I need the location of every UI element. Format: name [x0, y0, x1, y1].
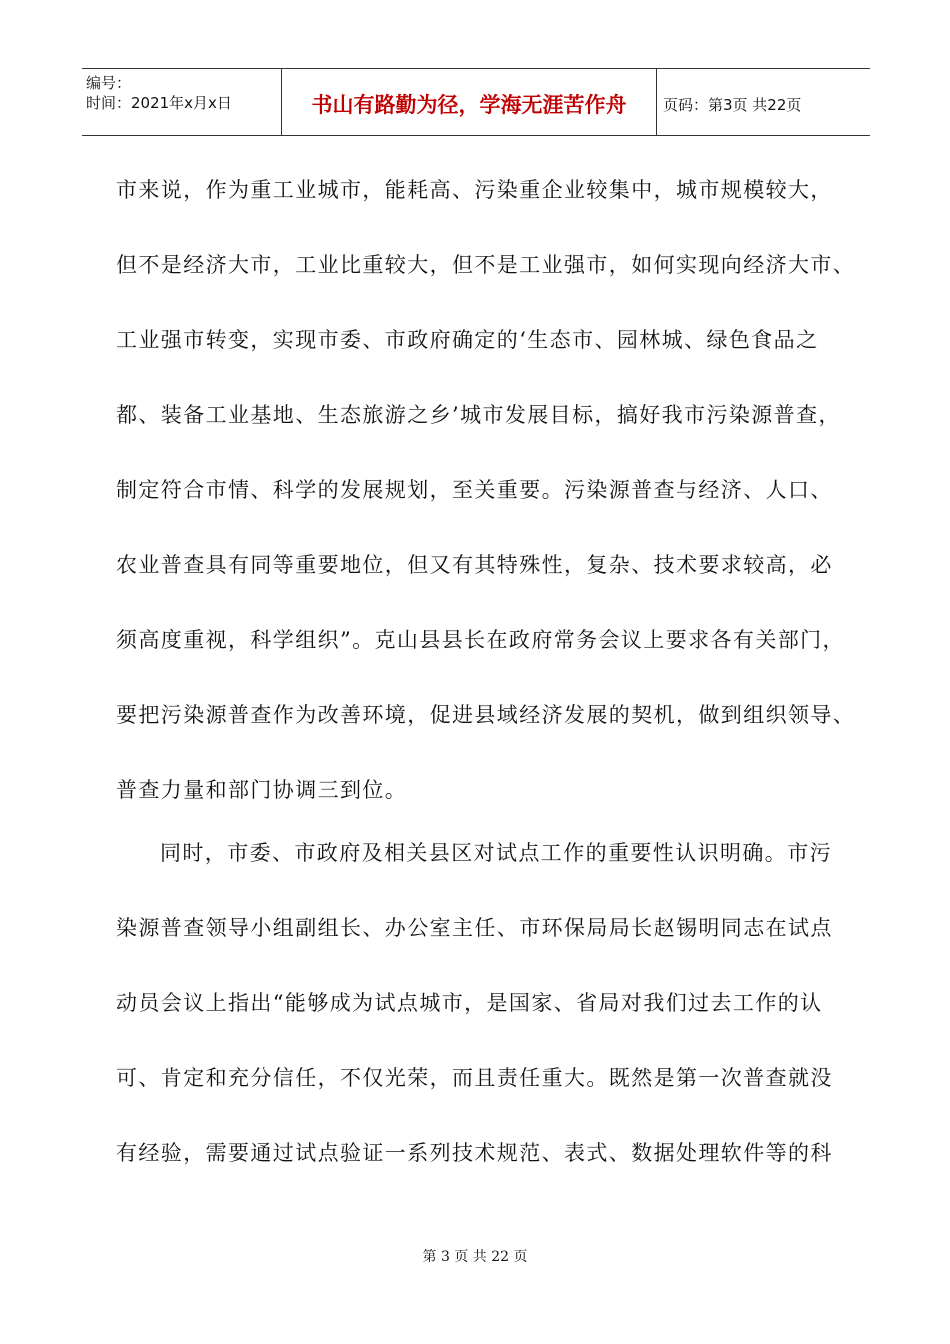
body-line: 工业强市转变，实现市委、市政府确定的‘生态市、园林城、绿色食品之 — [116, 328, 819, 352]
body-line: 农业普查具有同等重要地位，但又有其特殊性，复杂、技术要求较高，必 — [116, 553, 833, 577]
body-line: 须高度重视，科学组织”。克山县县长在政府常务会议上要求各有关部门， — [116, 628, 845, 652]
body-line: 染源普查领导小组副组长、办公室主任、市环保局局长赵锡明同志在试点 — [116, 916, 833, 940]
header-motto: 书山有路勤为径，学海无涯苦作舟 — [282, 69, 657, 135]
header-meta — [82, 69, 282, 135]
page-header — [82, 68, 870, 136]
body-line: 制定符合市情、科学的发展规划，至关重要。污染源普查与经济、人口、 — [116, 478, 833, 502]
page-footer: 第 3 页 共 22 页 — [422, 1249, 528, 1265]
doc-date-label: 时间：2021年x月x日 — [86, 94, 232, 112]
body-line: 要把污染源普查作为改善环境，促进县域经济发展的契机，做到组织领导、 — [116, 703, 856, 727]
header-page-label: 页码：第3页 共22页 — [663, 95, 802, 114]
body-line: 同时，市委、市政府及相关县区对试点工作的重要性认识明确。市污 — [160, 841, 832, 865]
body-line: 动员会议上指出“能够成为试点城市，是国家、省局对我们过去工作的认 — [116, 991, 823, 1015]
body-line: 普查力量和部门协调三到位。 — [116, 778, 408, 802]
doc-number-label: 编号： — [86, 74, 132, 92]
body-line: 都、装备工业基地、生态旅游之乡’城市发展目标，搞好我市污染源普查， — [116, 403, 841, 427]
body-line: 市来说，作为重工业城市，能耗高、污染重企业较集中，城市规模较大， — [116, 178, 833, 202]
body-line: 但不是经济大市，工业比重较大，但不是工业强市，如何实现向经济大市、 — [116, 253, 856, 277]
body-line: 有经验，需要通过试点验证一系列技术规范、表式、数据处理软件等的科 — [116, 1141, 833, 1165]
body-line: 可、肯定和充分信任，不仅光荣，而且责任重大。既然是第一次普查就没 — [116, 1066, 833, 1090]
